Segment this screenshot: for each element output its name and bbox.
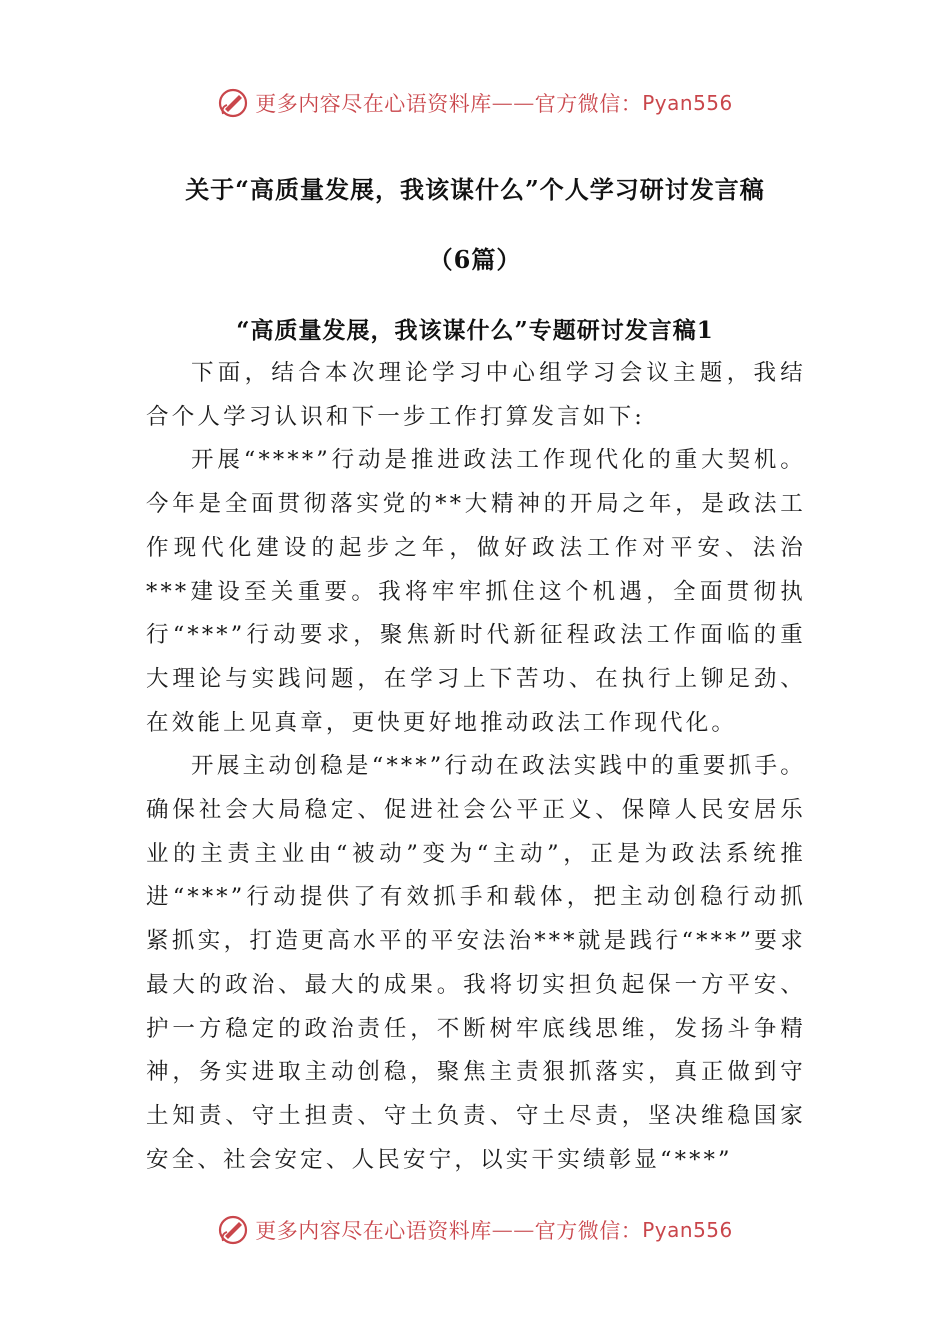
document-title: 关于“高质量发展，我该谋什么”个人学习研讨发言稿: [185, 175, 765, 204]
logo-icon: [217, 87, 249, 119]
paragraph: 下面，结合本次理论学习中心组学习会议主题，我结合个人学习认识和下一步工作打算发言如下:: [146, 360, 806, 430]
watermark-header: [0, 83, 950, 123]
watermark-wechat-id: Pyan556: [642, 91, 733, 115]
watermark-footer: [0, 1210, 950, 1250]
watermark-separator: ——: [491, 1218, 535, 1242]
logo-icon: [217, 1214, 249, 1246]
watermark-label: 官方微信：: [534, 92, 643, 116]
document-count: （6篇）: [428, 245, 522, 274]
document-subtitle: “高质量发展，我该谋什么”专题研讨发言稿1: [236, 317, 714, 344]
paragraph: 开展“****”行动是推进政法工作现代化的重大契机。今年是全面贯彻落实党的**大精神的开局之年，是政法工作现代化建设的起步之年，做好政法工作对平安、法治***建设至关重要。我将牢牢抓住这个机遇，全面贯彻执行“***”行动要求，聚焦新时代新征程政法工作面临的重大理论与实践问题，在学习上下苦功、在执行上铆足劲、在效能上见真章，更快更好地推动政法工作现代化。: [146, 447, 806, 736]
watermark-separator: ——: [491, 91, 535, 115]
watermark-text: 更多内容尽在心语资料库: [255, 92, 492, 116]
watermark-wechat-id: Pyan556: [642, 1218, 733, 1242]
watermark-text: 更多内容尽在心语资料库: [255, 1219, 492, 1243]
paragraph: 开展主动创稳是“***”行动在政法实践中的重要抓手。确保社会大局稳定、促进社会公平正义、保障人民安居乐业的主责主业由“被动”变为“主动”，正是为政法系统推进“***”行动提供了有效抓手和载体，把主动创稳行动抓紧抓实，打造更高水平的平安法治***就是践行“***”要求最大的政治、最大的成果。我将切实担负起保一方平安、护一方稳定的政治责任，不断树牢底线思维，发扬斗争精神，务实进取主动创稳，聚焦主责狠抓落实，真正做到守土知责、守土担责、守土负责、守土尽责，坚决维稳国家安全、社会安定、人民安宁，以实干实绩彰显“***”: [146, 753, 806, 1173]
watermark-label: 官方微信：: [534, 1219, 643, 1243]
document-body: [146, 352, 806, 1182]
